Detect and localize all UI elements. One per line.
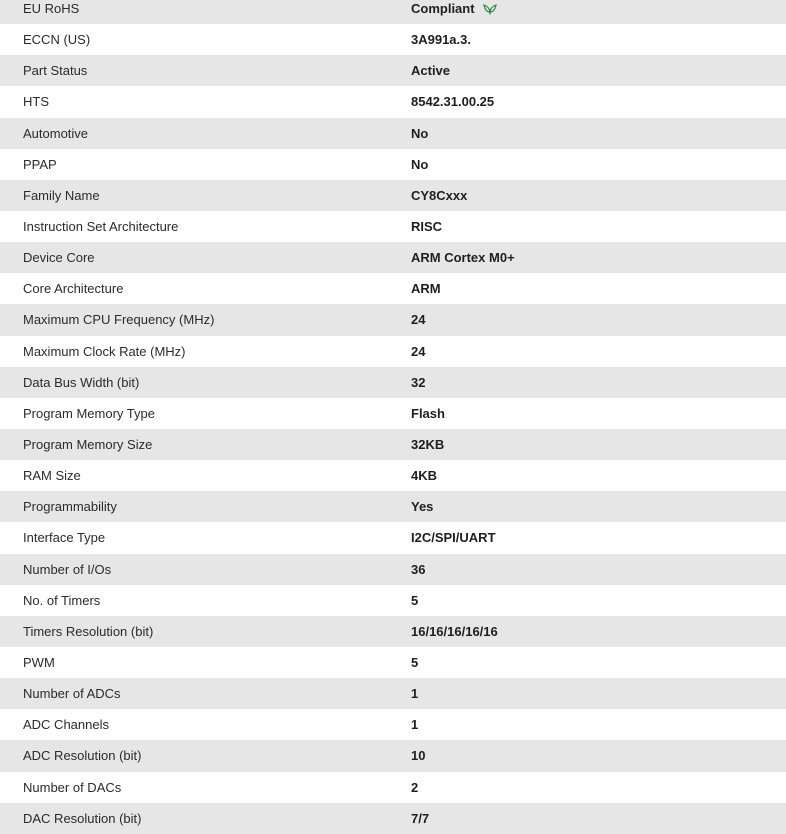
spec-label: Automotive [23, 125, 89, 141]
spec-value: 32KB [411, 437, 445, 453]
leaf-icon [483, 3, 497, 15]
spec-value: Flash [411, 405, 445, 421]
spec-value: Compliant [411, 1, 475, 17]
spec-value: 8542.31.00.25 [411, 94, 495, 110]
spec-value: 4KB [411, 468, 438, 484]
spec-label: Instruction Set Architecture [23, 219, 179, 235]
spec-row-automotive [0, 118, 786, 149]
spec-row-max-clock-rate [0, 336, 786, 367]
spec-label: Number of I/Os [23, 561, 112, 577]
spec-value: 10 [411, 748, 426, 764]
spec-row-dac-resolution [0, 803, 786, 834]
spec-label: DAC Resolution (bit) [23, 810, 142, 826]
spec-row-instruction-set-architecture [0, 211, 786, 242]
spec-value: ARM [411, 281, 441, 297]
spec-row-pwm [0, 647, 786, 678]
spec-label: Device Core [23, 250, 95, 266]
spec-label: Data Bus Width (bit) [23, 374, 140, 390]
spec-row-no-of-timers [0, 585, 786, 616]
spec-label: ADC Channels [23, 717, 109, 733]
spec-row-interface-type [0, 522, 786, 553]
spec-label: Number of DACs [23, 779, 122, 795]
spec-row-data-bus-width [0, 367, 786, 398]
spec-value-cell [388, 1, 497, 16]
spec-label: PPAP [23, 156, 57, 172]
spec-row-number-of-adcs [0, 678, 786, 709]
spec-label: Part Status [23, 63, 88, 79]
spec-label: Timers Resolution (bit) [23, 623, 154, 639]
spec-value: 3A991a.3. [411, 32, 471, 48]
spec-value: RISC [411, 219, 443, 235]
spec-value: 16/16/16/16/16 [411, 623, 498, 639]
spec-label: Maximum CPU Frequency (MHz) [23, 312, 215, 328]
spec-row-number-of-ios [0, 554, 786, 585]
spec-value: 24 [411, 312, 426, 328]
spec-label: No. of Timers [23, 592, 101, 608]
spec-row-hts [0, 86, 786, 117]
spec-row-programmability [0, 491, 786, 522]
spec-value: 5 [411, 655, 419, 671]
spec-value: Yes [411, 499, 434, 515]
spec-row-adc-resolution [0, 740, 786, 771]
spec-row-core-architecture [0, 273, 786, 304]
spec-value: 7/7 [411, 810, 430, 826]
spec-row-ppap [0, 149, 786, 180]
spec-value: 36 [411, 561, 426, 577]
spec-value: 2 [411, 779, 419, 795]
spec-row-ram-size [0, 460, 786, 491]
spec-label: Core Architecture [23, 281, 124, 297]
spec-value: No [411, 125, 429, 141]
spec-row-device-core [0, 242, 786, 273]
spec-value: 5 [411, 592, 419, 608]
spec-value: Active [411, 63, 451, 79]
spec-label: Number of ADCs [23, 686, 121, 702]
spec-label: Program Memory Type [23, 405, 155, 421]
spec-row-program-memory-type [0, 398, 786, 429]
spec-row-number-of-dacs [0, 772, 786, 803]
spec-row-eccn-us [0, 24, 786, 55]
spec-value: 1 [411, 717, 419, 733]
spec-value: I2C/SPI/UART [411, 530, 496, 546]
spec-label: Interface Type [23, 530, 106, 546]
spec-row-part-status [0, 55, 786, 86]
spec-label: HTS [23, 94, 49, 110]
spec-value: 24 [411, 343, 426, 359]
spec-value: ARM Cortex M0+ [411, 250, 515, 266]
spec-row-max-cpu-frequency [0, 304, 786, 335]
spec-label: RAM Size [23, 468, 81, 484]
spec-row-eu-rohs [0, 0, 786, 24]
spec-value: CY8Cxxx [411, 187, 468, 203]
spec-value: 1 [411, 686, 419, 702]
spec-label: EU RoHS [23, 1, 80, 17]
spec-label: PWM [23, 655, 55, 671]
spec-row-program-memory-size [0, 429, 786, 460]
spec-label: ADC Resolution (bit) [23, 748, 142, 764]
spec-label: ECCN (US) [23, 32, 91, 48]
spec-label: Family Name [23, 187, 100, 203]
spec-value: No [411, 156, 429, 172]
spec-label: Maximum Clock Rate (MHz) [23, 343, 186, 359]
spec-row-timers-resolution [0, 616, 786, 647]
spec-label: Programmability [23, 499, 117, 515]
spec-label: Program Memory Size [23, 437, 153, 453]
spec-value: 32 [411, 374, 426, 390]
spec-row-family-name [0, 180, 786, 211]
spec-row-adc-channels [0, 709, 786, 740]
